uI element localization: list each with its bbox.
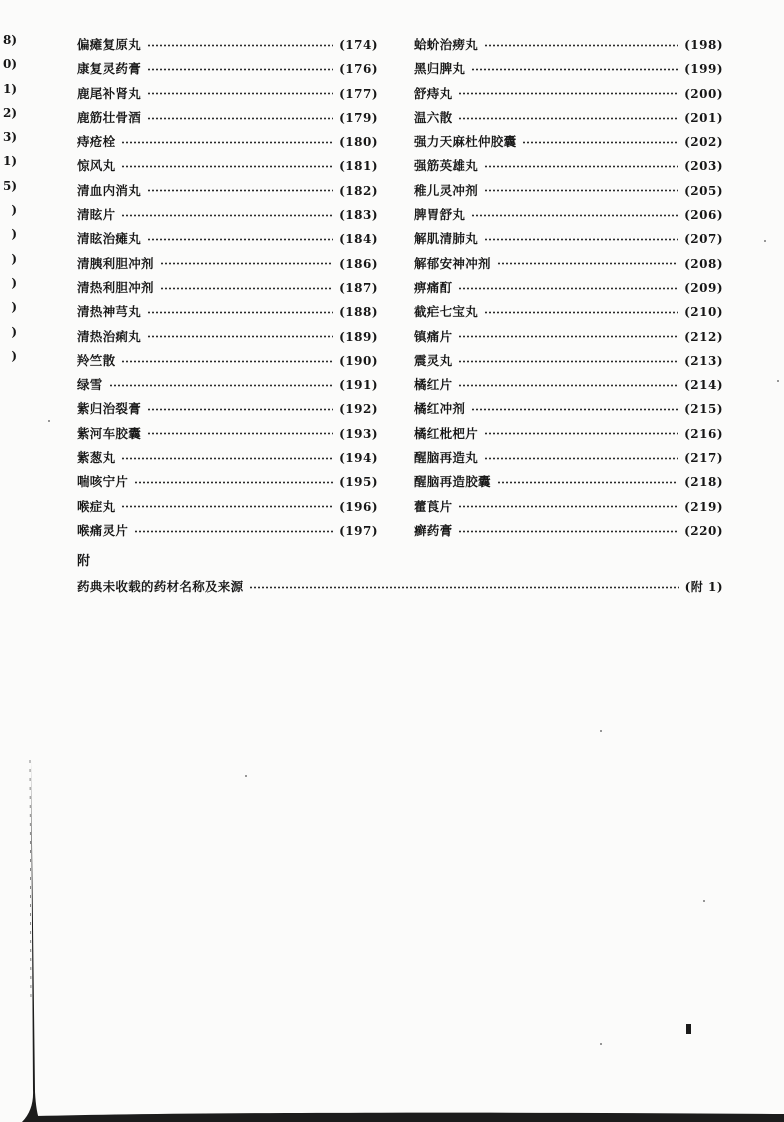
entry-name: 解郁安神冲剂 [414,255,491,271]
entry-name: 清眩片 [77,207,116,223]
entry-name: 紫归治裂膏 [77,401,142,417]
entry-page: (201) [684,110,723,125]
entry-name: 醒脑再造胶囊 [414,474,491,490]
entry-name: 稚儿灵冲剂 [414,182,479,198]
entry-page: (202) [684,135,723,150]
entry-name: 鹿筋壮骨酒 [77,109,142,125]
entry-name: 紫河车胶囊 [77,425,142,441]
margin-fragment: 0) [2,57,17,72]
entry-page: (206) [684,208,723,223]
entry-page: (215) [684,402,723,417]
entry-name: 清热神芎丸 [77,304,142,320]
entry-name: 脾胃舒丸 [414,207,466,223]
entry-name: 清热治痢丸 [77,328,142,344]
entry-page: (189) [339,329,378,344]
entry-page: (217) [684,451,723,466]
entry-page: (182) [339,183,378,198]
entry-page: (174) [339,38,378,52]
entry-name: 解肌清肺丸 [414,231,479,247]
entry-page: (209) [684,280,723,295]
entry-page: (179) [339,110,378,125]
entry-page: (198) [684,38,723,52]
entry-page: (191) [339,378,378,393]
margin-fragment: ) [11,324,17,339]
entry-name: 喉痛灵片 [77,522,129,538]
entry-name: 橘红枇杷片 [414,425,479,441]
entry-name: 绿雪 [77,377,103,393]
entry-name: 羚竺散 [77,352,116,368]
entry-name: 清热利胆冲剂 [77,279,154,295]
entry-name: 醒脑再造丸 [414,450,479,466]
entry-name: 藿莨片 [414,498,453,514]
entry-name: 黑归脾丸 [414,61,466,77]
margin-fragment: ) [11,275,17,290]
entry-name: 清血内消丸 [77,182,142,198]
margin-fragment: 5) [2,178,17,193]
entry-page: (199) [684,62,723,77]
entry-name: 康复灵药膏 [77,61,142,77]
entry-name: 痔疮栓 [77,134,116,150]
margin-fragment: ) [11,300,17,315]
entry-page: (193) [339,426,378,441]
margin-fragment: 3) [2,130,17,145]
entry-page: (附 1) [684,580,723,594]
entry-page: (177) [339,86,378,101]
entry-page: (184) [339,232,378,247]
entry-page: (188) [339,305,378,320]
entry-name: 清眩治瘫丸 [77,231,142,247]
entry-page: (176) [339,62,378,77]
margin-fragment: 2) [2,105,17,120]
entry-page: (187) [339,280,378,295]
appendix-heading: 附 [77,554,91,569]
entry-name: 镇痛片 [414,328,453,344]
margin-fragment: ) [11,203,17,218]
entry-page: (214) [684,378,723,393]
entry-name: 截疟七宝丸 [414,304,479,320]
entry-page: (216) [684,426,723,441]
entry-name: 震灵丸 [414,352,453,368]
margin-fragment: ) [11,251,17,266]
entry-page: (195) [339,475,378,490]
entry-page: (197) [339,523,378,538]
entry-name: 舒痔丸 [414,85,453,101]
entry-name: 强力天麻杜仲胶囊 [414,134,517,150]
entry-page: (207) [684,232,723,247]
entry-name: 橘红片 [414,377,453,393]
entry-page: (190) [339,353,378,368]
margin-fragment: ) [11,348,17,363]
margin-fragment: ) [11,227,17,242]
entry-page: (183) [339,208,378,223]
entry-name: 喉症丸 [77,498,116,514]
entry-page: (220) [684,523,723,538]
entry-page: (212) [684,329,723,344]
entry-page: (181) [339,159,378,174]
entry-name: 蛤蚧治痨丸 [414,37,479,52]
entry-name: 橘红冲剂 [414,401,466,417]
entry-page: (208) [684,256,723,271]
entry-name: 偏瘫复原丸 [77,37,142,52]
entry-page: (180) [339,135,378,150]
entry-name: 癣药膏 [414,522,453,538]
entry-name: 温六散 [414,109,453,125]
entry-name: 药典未收载的药材名称及来源 [77,579,244,594]
entry-name: 喘咳宁片 [77,474,129,490]
margin-fragment: 8) [2,33,17,47]
entry-page: (205) [684,183,723,198]
margin-fragment: 1) [2,81,17,96]
entry-page: (192) [339,402,378,417]
entry-page: (210) [684,305,723,320]
entry-name: 惊风丸 [77,158,116,174]
entry-name: 强筋英雄丸 [414,158,479,174]
entry-page: (213) [684,353,723,368]
entry-name: 鹿尾补肾丸 [77,85,142,101]
entry-page: (203) [684,159,723,174]
entry-page: (186) [339,256,378,271]
entry-page: (196) [339,499,378,514]
entry-name: 痹痛酊 [414,279,453,295]
entry-page: (218) [684,475,723,490]
margin-fragment: 1) [2,154,17,169]
entry-page: (194) [339,451,378,466]
entry-page: (200) [684,86,723,101]
entry-name: 紫葱丸 [77,450,116,466]
entry-name: 清胰利胆冲剂 [77,255,154,271]
entry-page: (219) [684,499,723,514]
